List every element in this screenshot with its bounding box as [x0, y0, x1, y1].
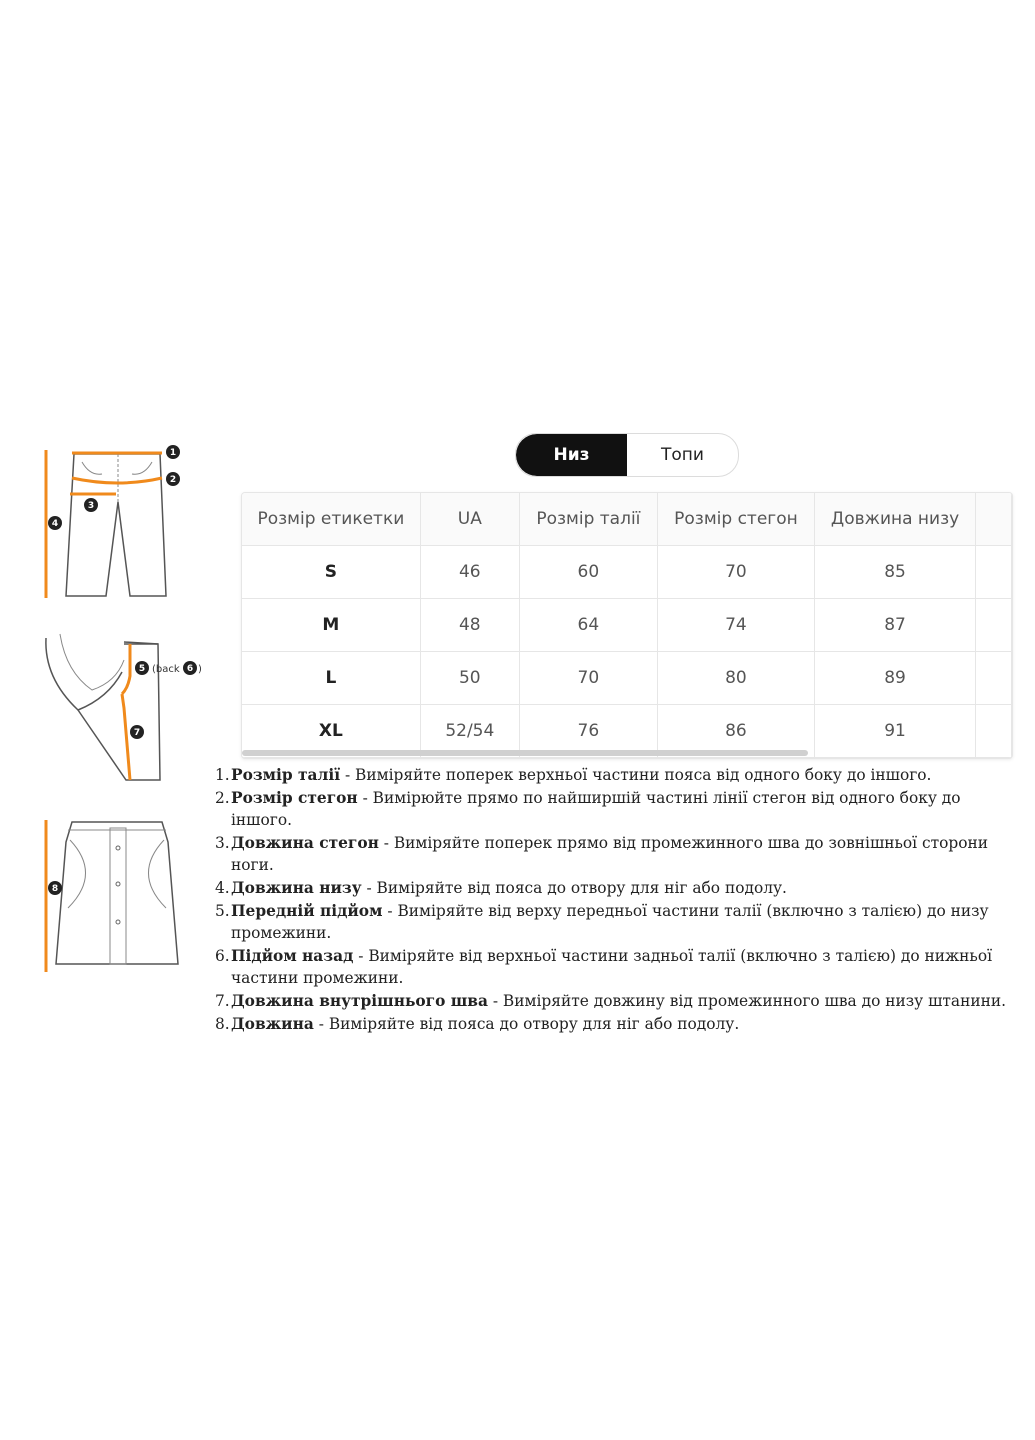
cell-ua: 50 — [420, 652, 519, 705]
instruction-term: Розмір стегон — [231, 788, 358, 807]
svg-text:): ) — [198, 664, 202, 675]
instruction-item — [215, 990, 1025, 1013]
header-hip: Розмір стегон — [657, 493, 814, 546]
instruction-term: Довжина стегон — [231, 833, 379, 852]
marker-7-icon — [130, 725, 144, 739]
cell-cutoff — [976, 705, 1012, 758]
cell-length: 85 — [814, 546, 975, 599]
instruction-number: 5. — [215, 901, 230, 920]
instruction-term: Розмір талії — [231, 766, 341, 784]
marker-1-icon — [166, 445, 180, 459]
instruction-number: 4. — [215, 878, 230, 897]
cell-waist: 76 — [519, 705, 657, 758]
cell-length: 91 — [814, 705, 975, 758]
svg-text:3: 3 — [87, 501, 95, 511]
instruction-term: Довжина низу — [231, 878, 362, 897]
header-waist: Розмір талії — [519, 493, 657, 546]
cell-size: XL — [242, 705, 420, 758]
marker-3-icon — [84, 498, 98, 512]
instruction-term: Передній підйом — [231, 901, 383, 920]
instruction-item — [215, 764, 1025, 787]
instruction-text: - Виміряйте довжину від промежинного шва до низу штанини. — [487, 991, 1007, 1010]
cell-ua: 46 — [420, 546, 519, 599]
marker-4-icon — [48, 516, 62, 530]
svg-text:7: 7 — [133, 728, 141, 738]
marker-2-icon — [166, 472, 180, 486]
svg-text:5: 5 — [138, 664, 146, 674]
cell-size: S — [242, 546, 420, 599]
cell-size: L — [242, 652, 420, 705]
instruction-text: - Вимірюйте прямо по найширшій частині лінії стегон від одного боку до іншого. — [231, 788, 961, 830]
instruction-text: - Виміряйте від пояса до отвору для ніг або подолу. — [313, 1014, 740, 1033]
svg-text:4: 4 — [51, 519, 59, 529]
instruction-term: Довжина внутрішнього шва — [231, 991, 488, 1010]
instruction-item — [215, 945, 1025, 990]
table-header-row — [242, 493, 1012, 546]
instruction-number: 8. — [215, 1014, 230, 1033]
header-label: Розмір етикетки — [242, 493, 420, 546]
table-row — [242, 546, 1012, 599]
instruction-text: - Виміряйте від верхньої частини задньої талії (включно з талією) до нижньої частини промежини. — [231, 946, 993, 988]
cell-cutoff — [976, 599, 1012, 652]
instruction-item — [215, 787, 1025, 832]
table-row — [242, 599, 1012, 652]
header-cutoff — [976, 493, 1012, 546]
svg-text:8: 8 — [51, 884, 59, 894]
instruction-item — [215, 877, 1025, 900]
cell-hip: 80 — [657, 652, 814, 705]
cell-hip: 70 — [657, 546, 814, 599]
instruction-number: 7. — [215, 991, 230, 1010]
table-horizontal-scrollbar[interactable] — [242, 750, 808, 756]
cell-ua: 48 — [420, 599, 519, 652]
marker-6-icon — [183, 661, 197, 675]
instruction-term: Підйом назад — [231, 946, 354, 965]
instruction-text: - Виміряйте від пояса до отвору для ніг або подолу. — [361, 878, 787, 897]
instruction-text: - Виміряйте від верху передньої частини талії (включно з талією) до низу промежини. — [231, 901, 989, 943]
cell-cutoff — [976, 652, 1012, 705]
instruction-item — [215, 1013, 1025, 1036]
cell-length: 89 — [814, 652, 975, 705]
tab-tops[interactable]: Топи — [661, 445, 704, 465]
marker-5-icon — [135, 661, 149, 675]
instruction-term: Довжина — [231, 1014, 314, 1033]
instruction-number: 2. — [215, 788, 230, 807]
svg-text:(back: (back — [152, 664, 180, 675]
skirt-diagram — [38, 814, 218, 979]
cell-ua: 52/54 — [420, 705, 519, 758]
instruction-number: 3. — [215, 833, 230, 852]
size-table-container — [241, 492, 1013, 759]
rise-diagram — [38, 628, 218, 790]
table-row — [242, 652, 1012, 705]
tab-bottoms[interactable]: Низ — [516, 434, 627, 476]
svg-text:1: 1 — [169, 448, 177, 458]
pants-diagram — [38, 440, 218, 605]
category-tabs — [515, 433, 739, 477]
header-ua: UA — [420, 493, 519, 546]
svg-text:2: 2 — [169, 475, 177, 485]
cell-length: 87 — [814, 599, 975, 652]
cell-waist: 64 — [519, 599, 657, 652]
marker-8-icon — [48, 881, 62, 895]
instruction-item — [215, 900, 1025, 945]
cell-size: M — [242, 599, 420, 652]
cell-hip: 74 — [657, 599, 814, 652]
instruction-number: 1. — [215, 766, 230, 784]
header-length: Довжина низу — [814, 493, 975, 546]
cell-hip: 86 — [657, 705, 814, 758]
svg-text:6: 6 — [186, 664, 194, 674]
instruction-item — [215, 832, 1025, 877]
instruction-text: - Виміряйте поперек верхньої частини пояса від одного боку до іншого. — [340, 766, 932, 784]
size-table — [242, 493, 1012, 758]
cell-cutoff — [976, 546, 1012, 599]
instruction-number: 6. — [215, 946, 230, 965]
cell-waist: 70 — [519, 652, 657, 705]
measurement-instructions — [215, 764, 1025, 1035]
instruction-text: - Виміряйте поперек прямо від промежинного шва до зовнішньої сторони ноги. — [231, 833, 989, 875]
cell-waist: 60 — [519, 546, 657, 599]
